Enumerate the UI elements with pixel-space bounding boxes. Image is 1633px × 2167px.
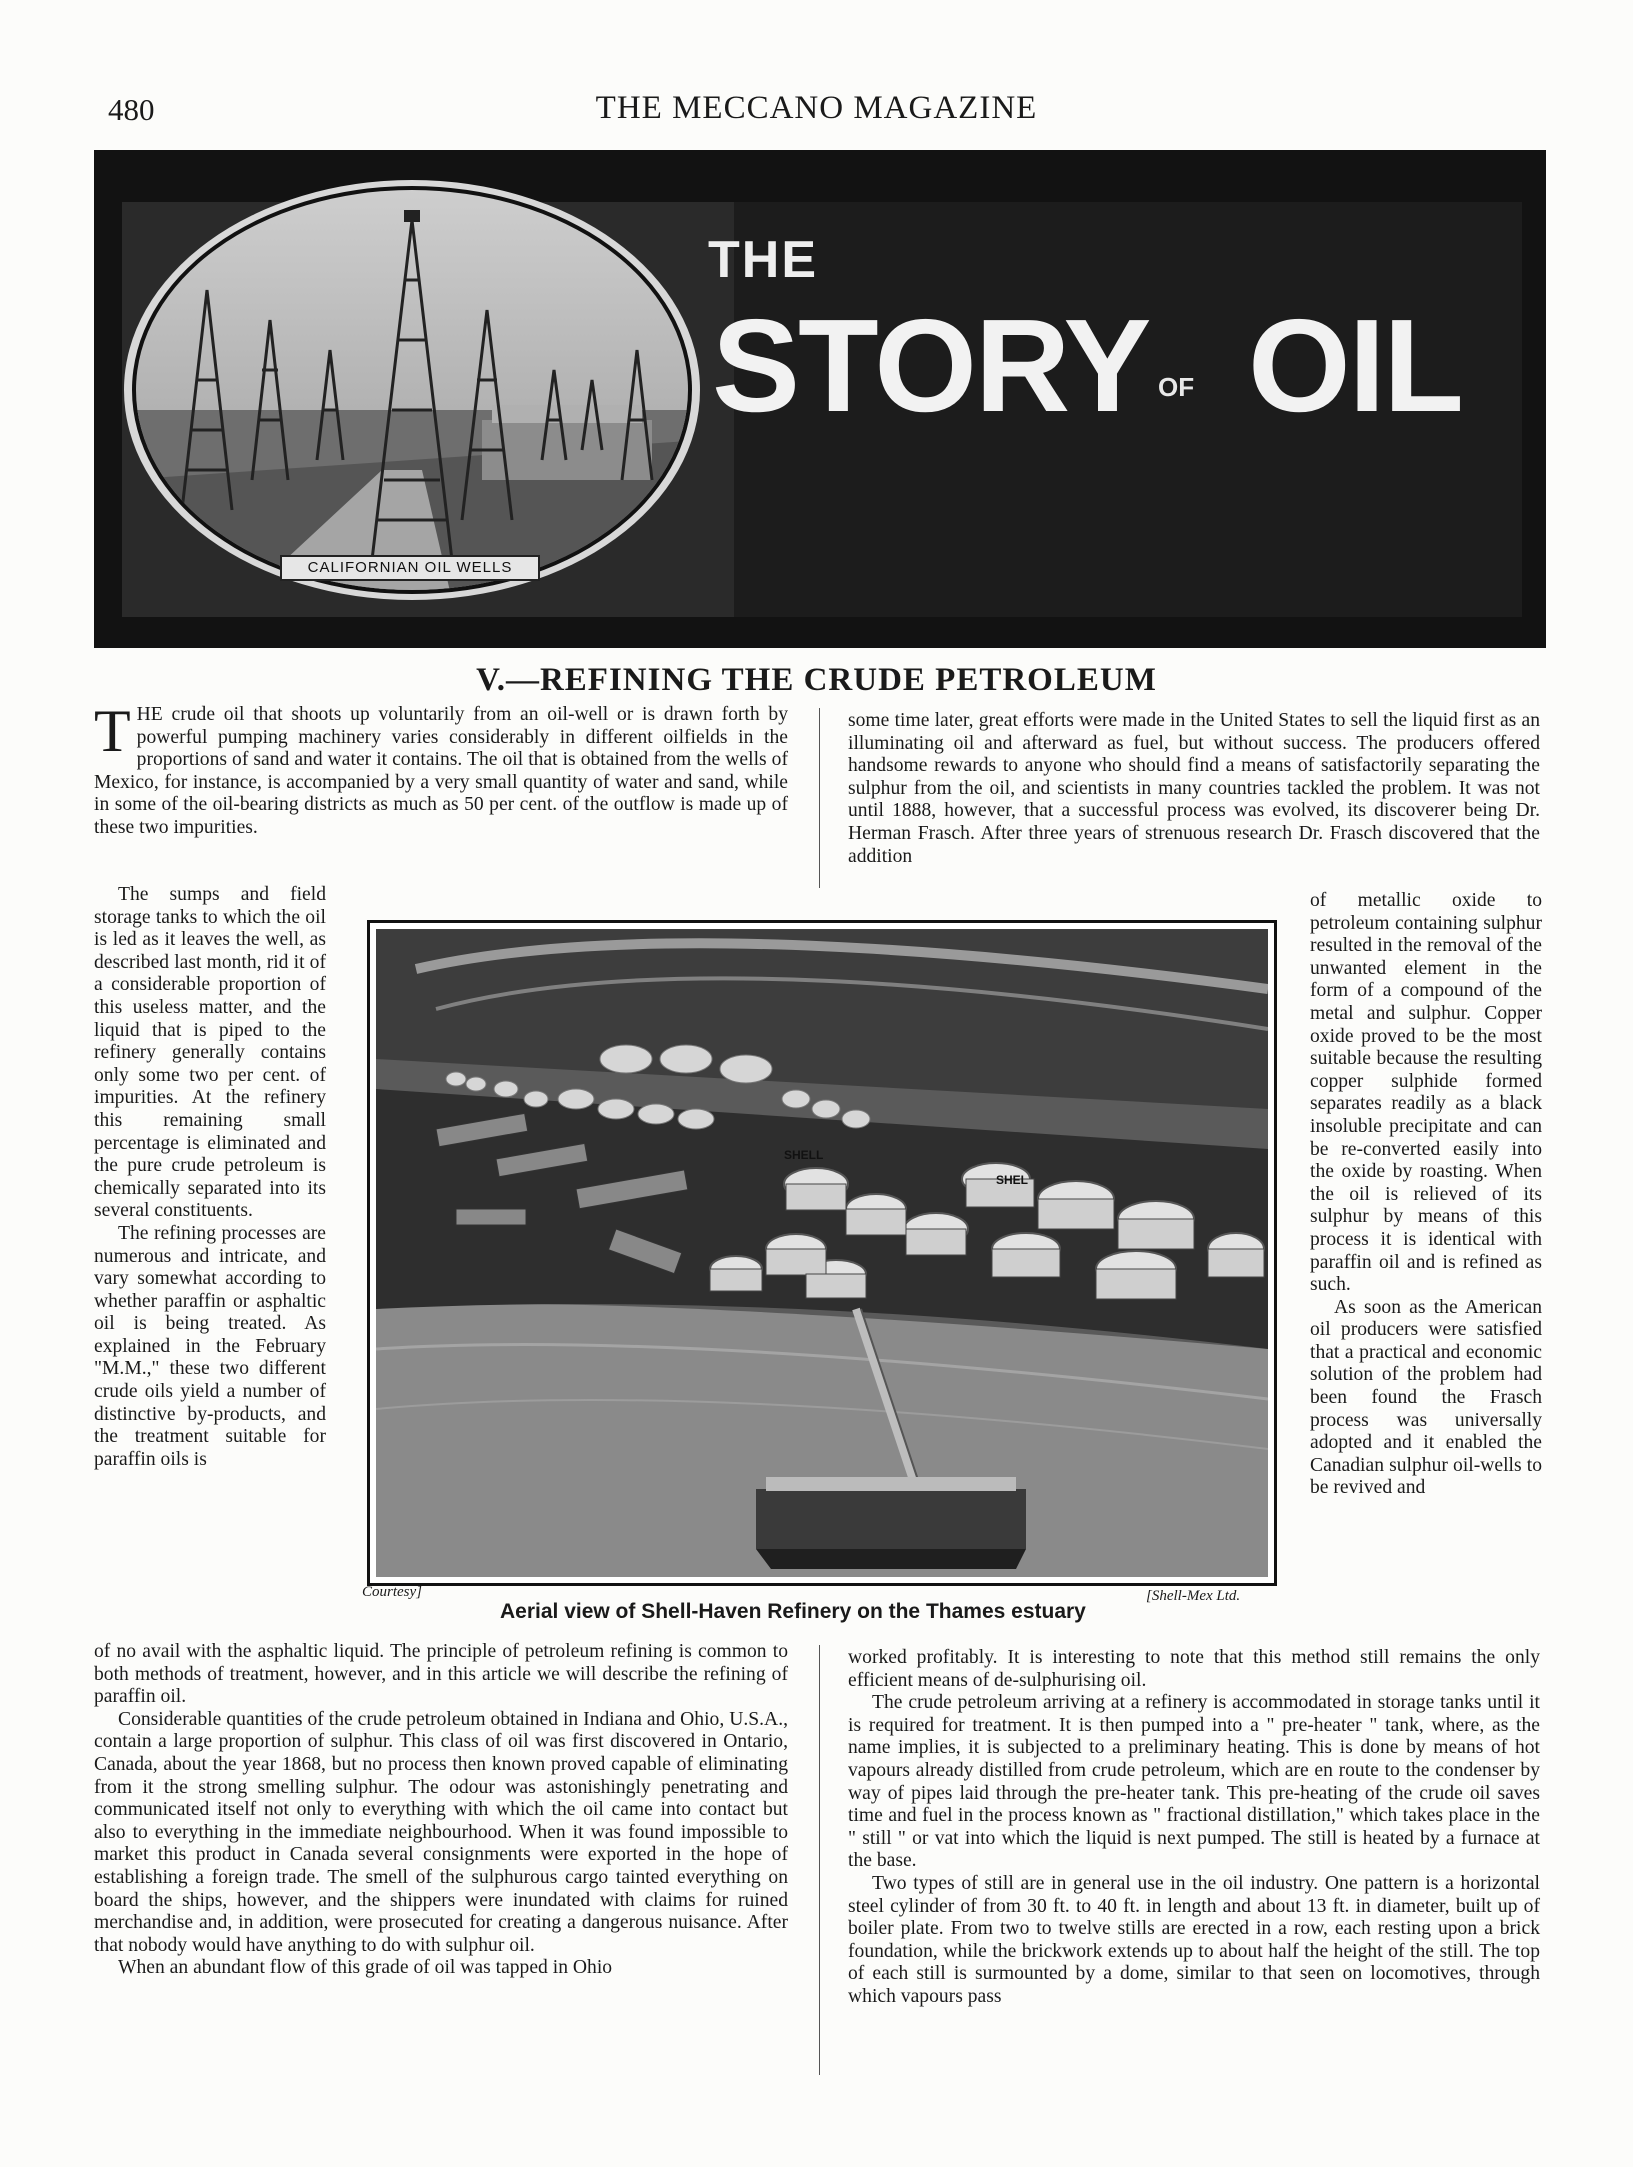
banner-title-oil: OIL <box>1248 292 1462 439</box>
drop-cap: T <box>94 698 131 764</box>
paragraph: THE crude oil that shoots up voluntarily from an oil-well or is drawn forth by powerful pumping machinery varies considerably in different oilfields in the proportions of sand and water it contains. The oil that is obtained from the wells of Mexico, for instance, is accompanied by a very small quantity of water and sand, while in some of the oil-bearing districts as much as 50 per cent. of the outflow is made up of these two impurities. <box>94 698 788 838</box>
aerial-refinery-photo-frame <box>367 920 1277 1586</box>
paragraph: worked profitably. It is interesting to note that this method still remains the only efficient means of de-sulphurising oil. <box>848 1647 1540 1691</box>
photo-credit-right: [Shell-Mex Ltd. <box>1146 1588 1241 1604</box>
magazine-title: THE MECCANO MAGAZINE <box>595 90 1038 126</box>
left-column-top <box>94 698 788 840</box>
photo-caption: Aerial view of Shell-Haven Refinery on the Thames estuary <box>500 1600 1086 1623</box>
paragraph: The crude petroleum arriving at a refinery is accommodated in storage tanks until it is required for treatment. It is then pumped into a " pre-heater " tank, where, as the name implies, it is subjected to a preliminary heating. This is done by means of hot vapours already distilled from crude petroleum, which are en route to the condenser by way of pipes laid through the pre-heater tank. This pre-heating of the crude oil saves time and fuel in the process known as " fractional distillation," which takes place in the " still " or vat into which the liquid is next pumped. The still is heated by a furnace at the base. <box>848 1692 1540 1872</box>
right-column-narrow <box>1310 890 1542 1500</box>
banner-title-story: STORY <box>712 292 1150 439</box>
paragraph: of no avail with the asphaltic liquid. The principle of petroleum refining is common to both methods of treatment, however, and in this article we will describe the refining of paraffin oil. <box>94 1641 788 1708</box>
aerial-refinery-photo <box>376 929 1268 1577</box>
paragraph: Two types of still are in general use in the oil industry. One pattern is a horizontal steel cylinder of from 30 ft. to 40 ft. in length and about 13 ft. in diameter, built up of boiler plate. From two to twelve stills are erected in a row, each resting upon a brick foundation, while the brickwork extends up to about half the height of the still. The top of each still is surmounted by a dome, similar to that seen on locomotives, through which vapours pass <box>848 1872 1540 2007</box>
paragraph: As soon as the American oil producers were satisfied that a practical and economic solution of the problem had been found the Frasch process was universally adopted and it enabled the Canadian sulphur oil-wells to be revived and <box>1310 1296 1542 1499</box>
tank-label: SHEL <box>996 1173 1029 1187</box>
paragraph: The refining processes are numerous and intricate, and vary somewhat according to whether paraffin or asphaltic oil is being treated. As explained in the February "M.M.," these two different crude oils yield a number of distinctive by-products, and the treatment suitable for paraffin oils is <box>94 1222 326 1470</box>
left-column-narrow <box>94 884 326 1471</box>
paragraph: some time later, great efforts were made in the United States to sell the liquid first as an illuminating oil and afterward as fuel, but without success. The producers offered handsome rewards to anyone who should find a means of satisfactorily separating the sulphur from the oil, and scientists in many countries tackled the problem. It was not until 1888, however, that a successful process was evolved, its discoverer being Dr. Herman Frasch. After three years of strenuous research Dr. Frasch discovered that the addition <box>848 710 1540 867</box>
banner-title-the: THE <box>708 231 818 289</box>
left-column-bottom <box>94 1641 788 1980</box>
paragraph: The sumps and field storage tanks to which the oil is led as it leaves the well, as described last month, rid it of a considerable proportion of this useless matter, and the liquid that is piped to the refinery generally contains only some two per cent. of impurities. At the refinery this remaining small percentage is eliminated and the pure crude petroleum is chemically separated into its several constituents. <box>94 884 326 1222</box>
article-heading: V.—REFINING THE CRUDE PETROLEUM <box>476 662 1157 698</box>
paragraph: of metallic oxide to petroleum containing sulphur resulted in the removal of the unwanted element in the form of a compound of the metal and sulphur. Copper oxide proved to be the most suitable because the resulting copper sulphide formed separates readily as a black insoluble precipitate and can be re-converted easily into the oxide by roasting. When the oil is relieved of its sulphur by means of this process it is identical with paraffin oil and is refined as such. <box>1310 890 1542 1296</box>
banner-title-of: OF <box>1158 372 1195 402</box>
page-number: 480 <box>108 92 155 127</box>
right-column-top <box>848 710 1540 868</box>
oval-photo-caption: CALIFORNIAN OIL WELLS <box>280 555 540 581</box>
column-divider <box>819 708 820 888</box>
tank-label: SHELL <box>784 1148 824 1162</box>
californian-oil-wells-photo <box>122 180 702 600</box>
column-divider <box>819 1645 820 2075</box>
right-column-bottom <box>848 1647 1540 2009</box>
photo-credit-left: Courtesy] <box>362 1584 422 1600</box>
paragraph: Considerable quantities of the crude petroleum obtained in Indiana and Ohio, U.S.A., contain a large proportion of sulphur. This class of oil was first discovered in Ontario, Canada, about the year 1868, but no process then known proved capable of eliminating from it the strong smelling sulphur. The odour was astonishingly penetrating and communicated itself not only to everything with which the oil came into contact but also to everything in the immediate neighbourhood. When it was found impossible to market this product in Canada several consignments were exported in the hope of establishing a foreign trade. The smell of the sulphurous cargo tainted everything on board the ships, however, and the shippers were inundated with claims for ruined merchandise and, in addition, were prosecuted for creating a dangerous nuisance. After that nobody would have anything to do with sulphur oil. <box>94 1708 788 1956</box>
paragraph: When an abundant flow of this grade of oil was tapped in Ohio <box>118 1957 613 1979</box>
